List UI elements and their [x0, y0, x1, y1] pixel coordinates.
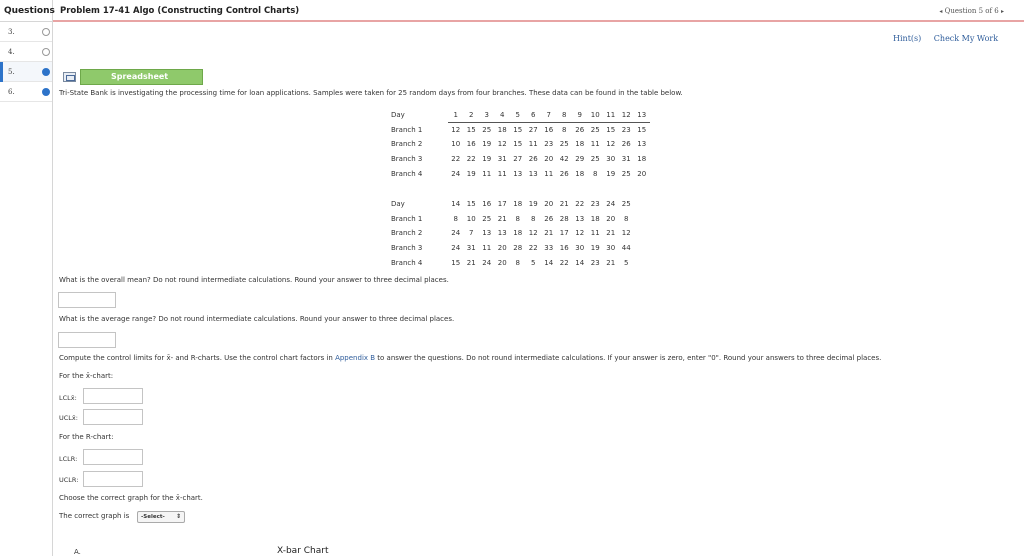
- next-question-icon[interactable]: ▸: [1000, 8, 1004, 15]
- value-cell: 22: [559, 258, 569, 267]
- value-cell: 20: [637, 169, 647, 178]
- lcl-r-label: LCLR:: [59, 455, 78, 463]
- value-cell: 11: [497, 169, 507, 178]
- value-cell: 12: [575, 229, 585, 238]
- question-number: 5.: [8, 68, 15, 76]
- branch-label: Branch 1: [391, 214, 423, 223]
- r-chart-heading: For the R-chart:: [59, 433, 114, 441]
- value-cell: 18: [637, 155, 647, 164]
- xbar-chart-heading: For the x̄-chart:: [59, 372, 114, 380]
- value-cell: 25: [482, 126, 492, 135]
- overall-mean-input[interactable]: [59, 293, 115, 307]
- value-cell: 30: [606, 155, 616, 164]
- branch-label: Branch 2: [391, 229, 423, 238]
- select-caret-icon: ⇕: [175, 513, 181, 520]
- lcl-xbar-label: LCLx̄:: [59, 394, 77, 402]
- day-cell: 11: [603, 108, 619, 123]
- value-cell: 33: [544, 244, 554, 253]
- control-limits-instructions: [59, 354, 881, 362]
- value-cell: 20: [497, 258, 507, 267]
- value-cell: 24: [482, 258, 492, 267]
- problem-header: [53, 0, 1024, 22]
- day-cell: 20: [544, 200, 554, 209]
- value-cell: 8: [624, 214, 629, 223]
- problem-title: Problem 17-41 Algo (Constructing Control Charts): [60, 6, 300, 16]
- value-cell: 13: [513, 169, 523, 178]
- question-number: 4.: [8, 48, 15, 56]
- overall-mean-box: [58, 292, 116, 308]
- value-cell: 7: [469, 229, 474, 238]
- branch-label: Branch 4: [391, 169, 423, 178]
- data-table-days-14-25: [391, 197, 634, 270]
- day-cell: 4: [495, 108, 511, 123]
- lcl-xbar-input[interactable]: [84, 389, 142, 403]
- day-cell: 5: [510, 108, 526, 123]
- appendix-b-link[interactable]: Appendix B: [335, 354, 376, 362]
- value-cell: 5: [624, 258, 629, 267]
- value-cell: 15: [606, 126, 616, 135]
- value-cell: 42: [559, 155, 569, 164]
- value-cell: 27: [528, 126, 538, 135]
- value-cell: 16: [559, 244, 569, 253]
- value-cell: 12: [497, 140, 507, 149]
- value-cell: 23: [621, 126, 631, 135]
- value-cell: 26: [621, 140, 631, 149]
- value-cell: 24: [451, 244, 461, 253]
- table-row: [391, 212, 634, 227]
- value-cell: 20: [544, 155, 554, 164]
- value-cell: 21: [544, 229, 554, 238]
- table-row: [391, 226, 634, 241]
- day-label: Day: [391, 200, 405, 209]
- option-a-label: A.: [74, 548, 81, 556]
- value-cell: 13: [497, 229, 507, 238]
- table-row: [391, 255, 634, 270]
- value-cell: 18: [590, 214, 600, 223]
- value-cell: 8: [453, 214, 458, 223]
- value-cell: 8: [515, 258, 520, 267]
- value-cell: 31: [497, 155, 507, 164]
- branch-label: Branch 3: [391, 155, 423, 164]
- day-label: Day: [391, 111, 405, 120]
- day-cell: 9: [572, 108, 588, 123]
- table-row: [391, 123, 650, 138]
- value-cell: 25: [482, 214, 492, 223]
- table-header-row: [391, 197, 634, 212]
- day-cell: 2: [464, 108, 480, 123]
- day-cell: 14: [451, 200, 461, 209]
- value-cell: 10: [451, 140, 461, 149]
- value-cell: 25: [559, 140, 569, 149]
- ucl-r-input[interactable]: [84, 472, 142, 486]
- table-row: [391, 137, 650, 152]
- value-cell: 8: [593, 169, 598, 178]
- value-cell: 25: [590, 155, 600, 164]
- value-cell: 26: [559, 169, 569, 178]
- table-row: [391, 166, 650, 181]
- day-cell: 17: [497, 200, 507, 209]
- value-cell: 17: [559, 229, 569, 238]
- value-cell: 18: [575, 140, 585, 149]
- spreadsheet-icon[interactable]: [63, 72, 76, 82]
- day-cell: 25: [621, 200, 631, 209]
- ucl-xbar-box: [83, 409, 143, 425]
- ucl-xbar-label: UCLx̄:: [59, 414, 78, 422]
- value-cell: 11: [544, 169, 554, 178]
- value-cell: 21: [606, 229, 616, 238]
- value-cell: 5: [531, 258, 536, 267]
- branch-label: Branch 4: [391, 258, 423, 267]
- ucl-xbar-input[interactable]: [84, 410, 142, 424]
- value-cell: 18: [497, 126, 507, 135]
- day-cell: 19: [528, 200, 538, 209]
- problem-intro: Tri-State Bank is investigating the processing time for loan applications. Samples were taken for 25 random days from four branches. These data can be found in the table below.: [59, 89, 683, 97]
- value-cell: 12: [528, 229, 538, 238]
- day-cell: 7: [541, 108, 557, 123]
- value-cell: 25: [590, 126, 600, 135]
- help-links: [893, 34, 998, 43]
- value-cell: 11: [528, 140, 538, 149]
- value-cell: 30: [575, 244, 585, 253]
- lcl-r-input[interactable]: [84, 450, 142, 464]
- sidebar-item-question-5[interactable]: [0, 62, 52, 82]
- value-cell: 25: [621, 169, 631, 178]
- day-cell: 16: [482, 200, 492, 209]
- value-cell: 22: [528, 244, 538, 253]
- day-cell: 3: [479, 108, 495, 123]
- value-cell: 28: [559, 214, 569, 223]
- value-cell: 8: [515, 214, 520, 223]
- xbar-chart-title: X-bar Chart: [277, 546, 329, 556]
- value-cell: 29: [575, 155, 585, 164]
- prev-question-icon[interactable]: ◂: [939, 8, 943, 15]
- value-cell: 28: [513, 244, 523, 253]
- value-cell: 19: [482, 140, 492, 149]
- hints-link[interactable]: Hint(s): [893, 34, 922, 43]
- lcl-xbar-box: [83, 388, 143, 404]
- ucl-r-box: [83, 471, 143, 487]
- value-cell: 30: [606, 244, 616, 253]
- value-cell: 12: [621, 229, 631, 238]
- sidebar-item-question-6[interactable]: [0, 82, 52, 102]
- ucl-r-label: UCLR:: [59, 476, 79, 484]
- table-row: [391, 152, 650, 167]
- value-cell: 13: [575, 214, 585, 223]
- branch-label: Branch 3: [391, 244, 423, 253]
- value-cell: 20: [606, 214, 616, 223]
- graph-choice-question: Choose the correct graph for the x̄-chart.: [59, 494, 203, 502]
- value-cell: 15: [466, 126, 476, 135]
- value-cell: 16: [466, 140, 476, 149]
- questions-sidebar: [0, 0, 53, 556]
- value-cell: 27: [513, 155, 523, 164]
- day-cell: 6: [526, 108, 542, 123]
- status-circle-icon: [42, 28, 50, 36]
- correct-graph-select[interactable]: [137, 511, 185, 523]
- overall-mean-question: What is the overall mean? Do not round intermediate calculations. Round your answer to three decimal places.: [59, 276, 449, 284]
- value-cell: 22: [466, 155, 476, 164]
- sidebar-header: Questions: [0, 0, 52, 22]
- table-header-row: [391, 108, 650, 123]
- value-cell: 21: [497, 214, 507, 223]
- value-cell: 18: [513, 229, 523, 238]
- select-value: -Select-: [141, 514, 165, 520]
- spreadsheet-button[interactable]: Spreadsheet: [80, 69, 203, 85]
- value-cell: 16: [544, 126, 554, 135]
- correct-graph-prefix: The correct graph is: [59, 512, 130, 520]
- value-cell: 15: [513, 126, 523, 135]
- value-cell: 15: [513, 140, 523, 149]
- value-cell: 19: [482, 155, 492, 164]
- value-cell: 23: [590, 258, 600, 267]
- value-cell: 8: [531, 214, 536, 223]
- lcl-r-box: [83, 449, 143, 465]
- average-range-input[interactable]: [59, 333, 115, 347]
- check-my-work-link[interactable]: Check My Work: [933, 34, 999, 43]
- value-cell: 11: [590, 229, 600, 238]
- value-cell: 13: [528, 169, 538, 178]
- day-cell: 1: [448, 108, 464, 123]
- value-cell: 21: [606, 258, 616, 267]
- value-cell: 13: [482, 229, 492, 238]
- value-cell: 13: [637, 140, 647, 149]
- value-cell: 11: [482, 169, 492, 178]
- instructions-text-before: Compute the control limits for x̄- and R-charts. Use the control chart factors in: [59, 354, 336, 362]
- day-cell: 23: [590, 200, 600, 209]
- day-cell: 12: [619, 108, 635, 123]
- question-counter: Question 5 of 6: [944, 7, 999, 15]
- value-cell: 12: [451, 126, 461, 135]
- value-cell: 10: [466, 214, 476, 223]
- value-cell: 31: [621, 155, 631, 164]
- day-cell: 8: [557, 108, 573, 123]
- value-cell: 8: [562, 126, 567, 135]
- value-cell: 15: [451, 258, 461, 267]
- value-cell: 23: [544, 140, 554, 149]
- value-cell: 21: [466, 258, 476, 267]
- value-cell: 26: [575, 126, 585, 135]
- day-cell: 22: [575, 200, 585, 209]
- value-cell: 19: [466, 169, 476, 178]
- value-cell: 12: [606, 140, 616, 149]
- value-cell: 14: [575, 258, 585, 267]
- value-cell: 24: [451, 229, 461, 238]
- day-cell: 21: [559, 200, 569, 209]
- table-row: [391, 241, 634, 256]
- day-cell: 13: [634, 108, 650, 123]
- question-number: 6.: [8, 88, 15, 96]
- value-cell: 31: [466, 244, 476, 253]
- value-cell: 18: [575, 169, 585, 178]
- day-cell: 10: [588, 108, 604, 123]
- value-cell: 15: [637, 126, 647, 135]
- day-cell: 15: [466, 200, 476, 209]
- value-cell: 11: [590, 140, 600, 149]
- value-cell: 11: [482, 244, 492, 253]
- day-cell: 18: [513, 200, 523, 209]
- day-cell: 24: [606, 200, 616, 209]
- average-range-question: What is the average range? Do not round intermediate calculations. Round your answer to three decimal places.: [59, 315, 455, 323]
- instructions-text-after: to answer the questions. Do not round intermediate calculations. If your answer is zero, enter "0". Round your answers to three decimal places.: [375, 354, 882, 362]
- value-cell: 26: [544, 214, 554, 223]
- question-number: 3.: [8, 28, 15, 36]
- status-circle-icon: [42, 48, 50, 56]
- value-cell: 14: [544, 258, 554, 267]
- sidebar-item-question-3[interactable]: [0, 22, 52, 42]
- value-cell: 19: [590, 244, 600, 253]
- branch-label: Branch 1: [391, 125, 423, 134]
- value-cell: 26: [528, 155, 538, 164]
- sidebar-item-question-4[interactable]: [0, 42, 52, 62]
- value-cell: 22: [451, 155, 461, 164]
- data-table-days-1-13: [391, 108, 650, 181]
- average-range-box: [58, 332, 116, 348]
- question-navigator: [939, 7, 1004, 15]
- status-dot-icon: [42, 68, 50, 76]
- value-cell: 19: [606, 169, 616, 178]
- status-dot-icon: [42, 88, 50, 96]
- value-cell: 20: [497, 244, 507, 253]
- branch-label: Branch 2: [391, 140, 423, 149]
- value-cell: 24: [451, 169, 461, 178]
- value-cell: 44: [621, 244, 631, 253]
